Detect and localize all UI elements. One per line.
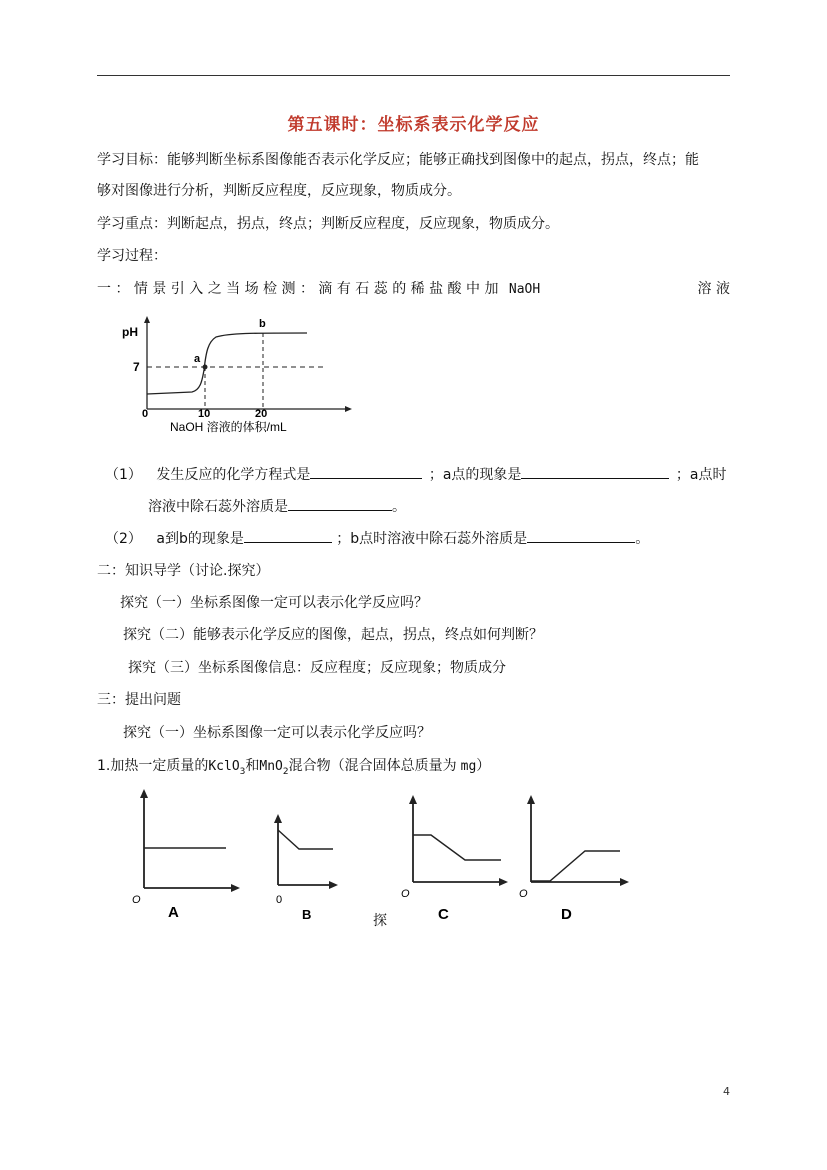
- section1-tail: 溶 液: [697, 281, 730, 297]
- q1-blank-equation[interactable]: [310, 464, 422, 479]
- graph-c-label: C: [438, 906, 449, 923]
- graph-c-origin: O: [401, 888, 410, 900]
- graph-c-line: [413, 835, 501, 860]
- key-points: 学习重点：判断起点，拐点，终点；判断反应程度，反应现象，物质成分。: [97, 216, 559, 232]
- explore-1-repeat: 探究（一）坐标系图像一定可以表示化学反应吗？: [123, 725, 431, 741]
- ph-curve: [147, 333, 307, 394]
- q2-blank-a-to-b[interactable]: [244, 528, 332, 543]
- explore-3: 探究（三）坐标系图像信息：反应程度；反应现象；物质成分: [128, 660, 506, 676]
- ph-x-label: NaOH 溶液的体积/mL: [170, 420, 287, 434]
- section1-head-text: 一 ： 情 景 引 入 之 当 场 检 测 ： 滴 有 石 蕊 的 稀 盐 酸 中 加: [97, 281, 499, 297]
- item1-kclo: KclO: [208, 759, 240, 774]
- graph-c: [401, 795, 508, 923]
- graph-d: [519, 795, 629, 923]
- q1-text-c: ；a点时: [675, 467, 727, 483]
- q2-line: [105, 528, 649, 549]
- ph-x-arrow: [345, 406, 352, 412]
- ph-x-tick-20: 20: [255, 408, 268, 420]
- section2-heading: 二：知识导学（讨论.探究）: [97, 563, 270, 579]
- graph-a: [132, 789, 240, 921]
- ph-y-label: pH: [122, 325, 138, 339]
- q1-blank-a-phenomenon[interactable]: [521, 464, 669, 479]
- ph-x-tick-0: 0: [142, 408, 149, 420]
- q1-line-1: [105, 464, 726, 485]
- item1-close: ）: [476, 758, 491, 774]
- section1-naoh: NaOH: [508, 282, 541, 297]
- ph-y-tick-7: 7: [133, 360, 140, 374]
- item-1: [97, 756, 490, 782]
- graph-b-label: B: [302, 907, 312, 922]
- process-heading: 学习过程：: [97, 248, 167, 264]
- graph-d-label: D: [561, 906, 572, 923]
- q1-text-a: 发生反应的化学方程式是: [156, 467, 311, 483]
- q2-text-b: ；b点时溶液中除石蕊外溶质是: [336, 531, 528, 547]
- explore-1: 探究（一）坐标系图像一定可以表示化学反应吗？: [120, 595, 428, 611]
- ph-x-tick-10: 10: [198, 408, 211, 420]
- stray-character: 探: [373, 913, 387, 929]
- q1-number: （1）: [105, 467, 142, 483]
- ph-point-b-label: b: [259, 318, 266, 330]
- goal-line-2: 够对图像进行分析，判断反应程度，反应现象，物质成分。: [97, 183, 461, 199]
- graph-b: [274, 814, 338, 922]
- graph-b-line: [278, 830, 333, 849]
- q1-blank-solute[interactable]: [288, 496, 392, 511]
- header-rule: [97, 75, 730, 76]
- item1-mix: 混合物（混合固体总质量为: [288, 758, 457, 774]
- goal-line-1: 学习目标：能够判断坐标系图像能否表示化学反应；能够正确找到图像中的起点，拐点，终点；能: [97, 152, 699, 168]
- ph-point-a-label: a: [194, 353, 201, 365]
- ph-chart: [120, 312, 360, 437]
- item1-text-a: 1.加热一定质量的: [97, 758, 209, 774]
- section1-heading: [97, 279, 730, 300]
- item1-sub2: 2: [282, 766, 289, 777]
- graphs-abcd: [118, 785, 638, 930]
- q1-text-b: ；a点的现象是: [428, 467, 522, 483]
- ph-y-arrow: [144, 316, 150, 323]
- page-title: 第五课时：坐标系表示化学反应: [287, 115, 540, 135]
- graph-a-label: A: [168, 904, 179, 921]
- ph-point-a: [203, 365, 208, 370]
- q2-text-a: a到b的现象是: [156, 531, 244, 547]
- q2-blank-b-solute[interactable]: [527, 528, 635, 543]
- item1-sub3: 3: [239, 766, 246, 777]
- page-number: 4: [723, 1085, 730, 1098]
- item1-mno: MnO: [259, 759, 283, 774]
- graph-d-origin: O: [519, 888, 528, 900]
- section3-heading: 三：提出问题: [97, 692, 181, 708]
- item1-and: 和: [245, 758, 260, 774]
- explore-2: 探究（二）能够表示化学反应的图像，起点，拐点，终点如何判断？: [123, 627, 543, 643]
- q2-number: （2）: [105, 531, 142, 547]
- q2-end: 。: [635, 531, 650, 547]
- q1-end: 。: [392, 499, 406, 515]
- q1-line-2: [148, 496, 406, 517]
- graph-b-origin: 0: [276, 894, 283, 906]
- q1-text-d: 溶液中除石蕊外溶质是: [148, 499, 288, 515]
- graph-d-line: [531, 851, 620, 881]
- graph-a-origin: O: [132, 894, 141, 906]
- item1-mg: mg: [460, 759, 477, 774]
